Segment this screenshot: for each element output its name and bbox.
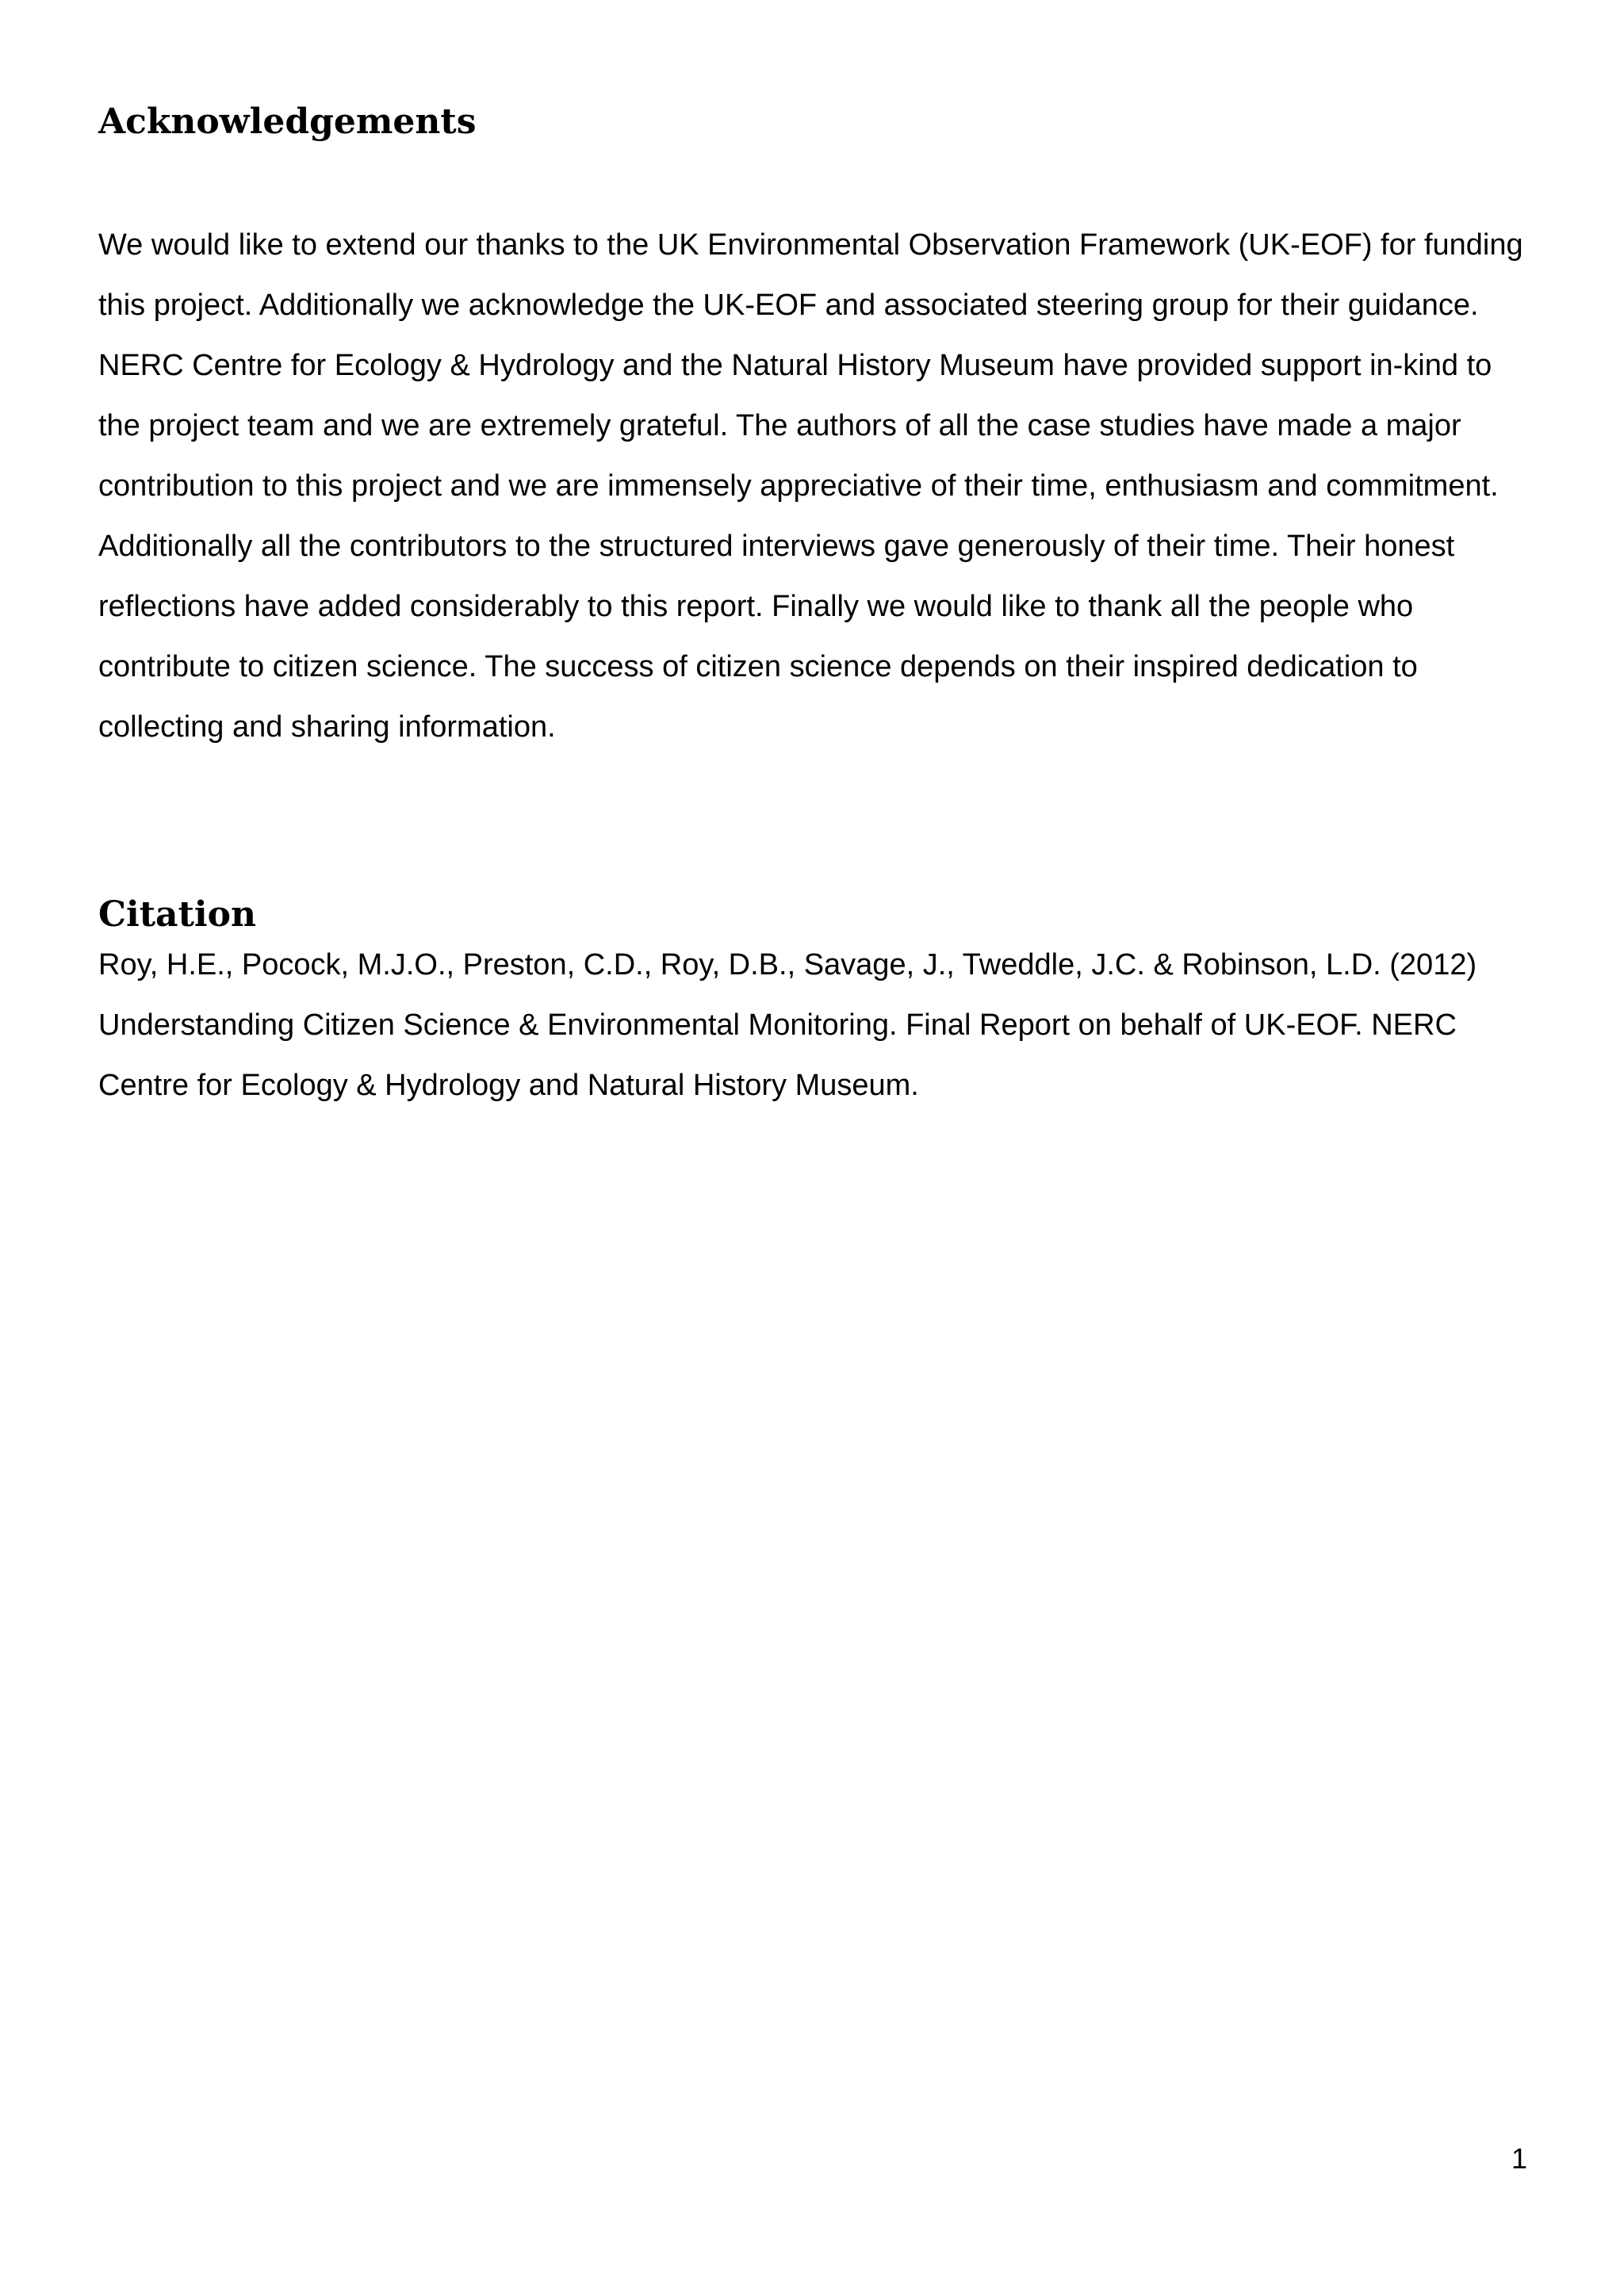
acknowledgements-line: NERC Centre for Ecology & Hydrology and the Natural History Museum have provided support in-kind to <box>98 349 1492 382</box>
acknowledgements-line: this project. Additionally we acknowledge the UK-EOF and associated steering group for their guidance. <box>98 289 1479 322</box>
acknowledgements-line: the project team and we are extremely grateful. The authors of all the case studies have made a major <box>98 409 1461 442</box>
acknowledgements-line: reflections have added considerably to this report. Finally we would like to thank all the people who <box>98 590 1414 623</box>
acknowledgements-line: Additionally all the contributors to the structured interviews gave generously of their time. Their honest <box>98 530 1455 563</box>
acknowledgements-line: contribution to this project and we are immensely appreciative of their time, enthusiasm and commitment. <box>98 469 1499 503</box>
citation-line: Centre for Ecology & Hydrology and Natural History Museum. <box>98 1069 919 1102</box>
citation-line: Roy, H.E., Pocock, M.J.O., Preston, C.D., Roy, D.B., Savage, J., Tweddle, J.C. & Robinson, L.D. (2012) <box>98 948 1477 982</box>
page-number: 1 <box>1511 2142 1527 2175</box>
acknowledgements-line: collecting and sharing information. <box>98 710 556 744</box>
citation-line: Understanding Citizen Science & Environmental Monitoring. Final Report on behalf of UK-EOF. NERC <box>98 1008 1457 1042</box>
acknowledgements-heading: Acknowledgements <box>98 101 477 142</box>
acknowledgements-line: contribute to citizen science. The success of citizen science depends on their inspired dedication to <box>98 650 1418 683</box>
citation-heading: Citation <box>98 894 256 935</box>
acknowledgements-line: We would like to extend our thanks to the UK Environmental Observation Framework (UK-EOF) for funding <box>98 228 1523 262</box>
